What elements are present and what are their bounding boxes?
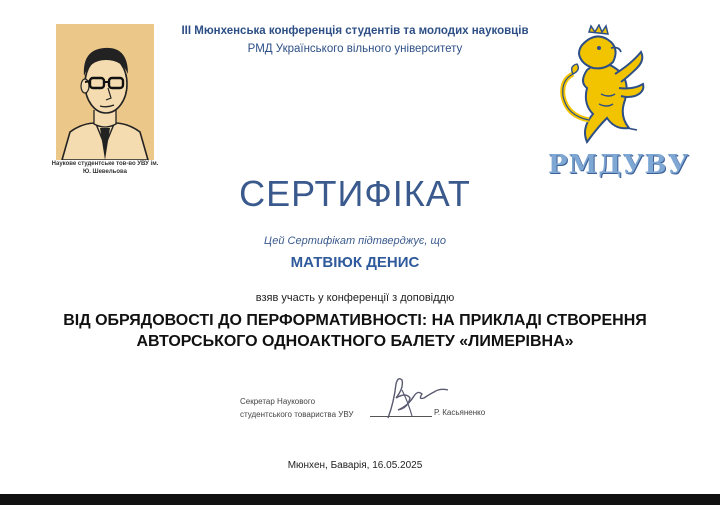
place-date: Мюнхен, Баварія, 16.05.2025: [287, 460, 423, 471]
signatory-role: [240, 395, 400, 421]
organizer-line: РМД Українського вільного університету: [247, 43, 463, 55]
portrait-image: [56, 24, 154, 160]
portrait-caption: Наукове студентське тов-во УВУ ім. Ю. Шевельова: [51, 161, 159, 175]
lion-icon: [553, 24, 665, 152]
recipient-name: МАТВІЮК ДЕНИС: [290, 254, 420, 271]
signatory-name: Р. Касьяненко: [434, 408, 486, 417]
signatory-role-line-1: Секретар Наукового: [240, 397, 316, 406]
report-topic-line-2: АВТОРСЬКОГО ОДНОАКТНОГО БАЛЕТУ «ЛИМЕРІВНА»: [136, 333, 574, 350]
rmd-uvu-logo: РМДУВУ: [548, 150, 690, 180]
confirmation-text: Цей Сертифікат підтверджує, що: [264, 235, 446, 247]
report-topic-line-1: ВІД ОБРЯДОВОСТІ ДО ПЕРФОРМАТИВНОСТІ: НА ПРИКЛАДІ СТВОРЕННЯ: [63, 312, 647, 329]
participation-text: взяв участь у конференції з доповіддю: [255, 292, 455, 304]
bottom-border: [0, 494, 720, 505]
certificate-title: СЕРТИФІКАТ: [239, 173, 471, 214]
report-topic: [30, 310, 680, 352]
signatory-role-line-2: студентського товариства УВУ: [240, 410, 354, 419]
conference-title: ІІІ Мюнхенська конференція студентів та молодих науковців: [181, 25, 529, 37]
